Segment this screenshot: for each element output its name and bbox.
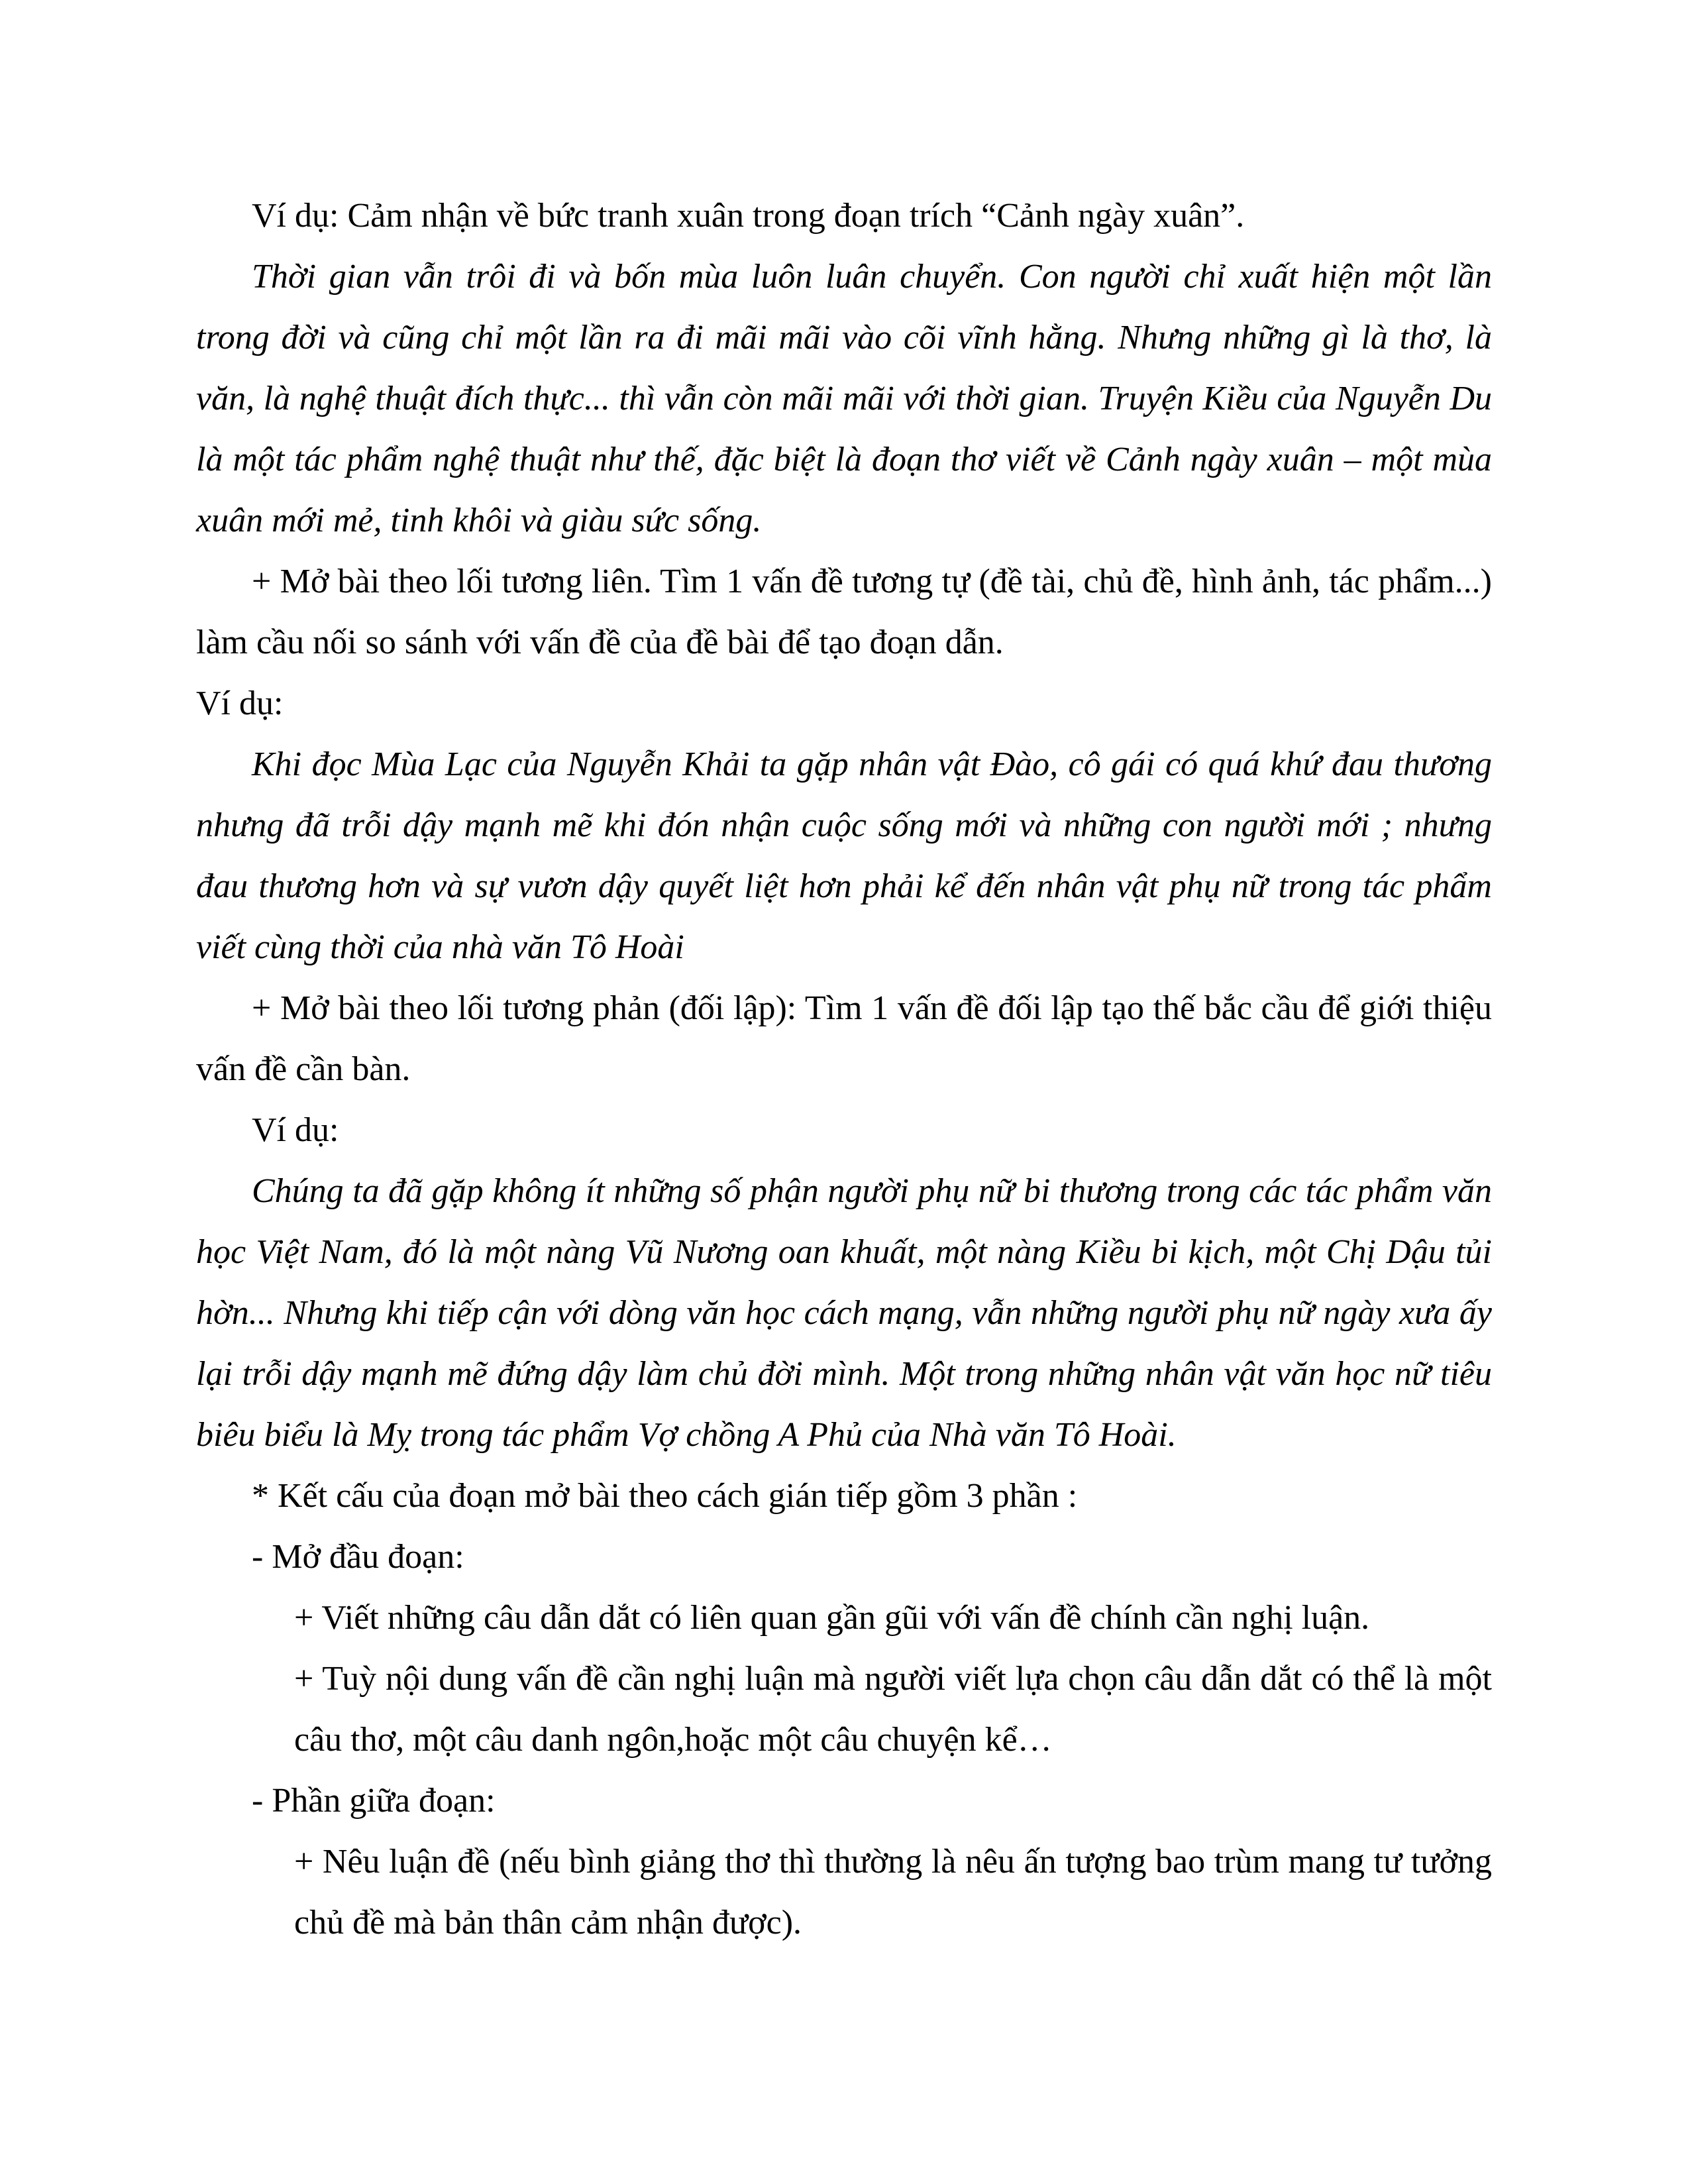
structure-heading-paragraph: * Kết cấu của đoạn mở bài theo cách gián tiếp gồm 3 phần : <box>252 1477 1078 1515</box>
example-text-canh-ngay-xuan: Thời gian vẫn trôi đi và bốn mùa luôn luân chuyển. Con người chỉ xuất hiện một lần trong đời và cũng chỉ một lần ra đi mãi mãi vào cõi vĩnh hằng. Nhưng những gì là thơ, là văn, là nghệ thuật đích thực... thì vẫn còn mãi mãi với thời gian. Truyện Kiều của Nguyễn Du là một tác phẩm nghệ thuật như thế, đặc biệt là đoạn thơ viết về Cảnh ngày xuân – một mùa xuân mới mẻ, tinh khôi và giàu sức sống. <box>196 258 1492 539</box>
example-heading-paragraph: Ví dụ: Cảm nhận về bức tranh xuân trong đoạn trích “Cảnh ngày xuân”. <box>252 197 1245 235</box>
method-tuong-phan-paragraph: + Mở bài theo lối tương phản (đối lập): Tìm 1 vấn đề đối lập tạo thế bắc cầu để giới thiệu vấn đề cần bàn. <box>196 989 1492 1088</box>
example-text-mua-lac: Khi đọc Mùa Lạc của Nguyễn Khải ta gặp nhân vật Đào, cô gái có quá khứ đau thương nhưng đã trỗi dậy mạnh mẽ khi đón nhận cuộc sống mới và những con người mới ; nhưng đau thương hơn và sự vươn dậy quyết liệt hơn phải kể đến nhân vật phụ nữ trong tác phẩm viết cùng thời của nhà văn Tô Hoài <box>196 745 1492 966</box>
document-body <box>196 186 1492 1953</box>
opening-point-2: + Tuỳ nội dung vấn đề cần nghị luận mà người viết lựa chọn câu dẫn dắt có thể là một câu thơ, một câu danh ngôn,hoặc một câu chuyện kể… <box>294 1660 1492 1759</box>
middle-point-1: + Nêu luận đề (nếu bình giảng thơ thì thường là nêu ấn tượng bao trùm mang tư tưởng chủ đề mà bản thân cảm nhận được). <box>294 1843 1492 1941</box>
section-middle-paragraph: - Phần giữa đoạn: <box>252 1782 496 1820</box>
example-label-paragraph: Ví dụ: <box>196 684 284 722</box>
method-tuong-lien-paragraph: + Mở bài theo lối tương liên. Tìm 1 vấn đề tương tự (đề tài, chủ đề, hình ảnh, tác phẩm...) làm cầu nối so sánh với vấn đề của đề bài để tạo đoạn dẫn. <box>196 563 1492 661</box>
example-label-paragraph: Ví dụ: <box>252 1111 339 1149</box>
opening-point-1: + Viết những câu dẫn dắt có liên quan gần gũi với vấn đề chính cần nghị luận. <box>294 1599 1370 1637</box>
section-opening-paragraph: - Mở đầu đoạn: <box>252 1538 464 1576</box>
example-text-vo-chong-a-phu: Chúng ta đã gặp không ít những số phận người phụ nữ bi thương trong các tác phẩm văn học Việt Nam, đó là một nàng Vũ Nương oan khuất, một nàng Kiều bi kịch, một Chị Dậu tủi hờn... Nhưng khi tiếp cận với dòng văn học cách mạng, vẫn những người phụ nữ ngày xưa ấy lại trỗi dậy mạnh mẽ đứng dậy làm chủ đời mình. Một trong những nhân vật văn học nữ tiêu biêu biểu là Mỵ trong tác phẩm Vợ chồng A Phủ của Nhà văn Tô Hoài. <box>196 1172 1492 1454</box>
